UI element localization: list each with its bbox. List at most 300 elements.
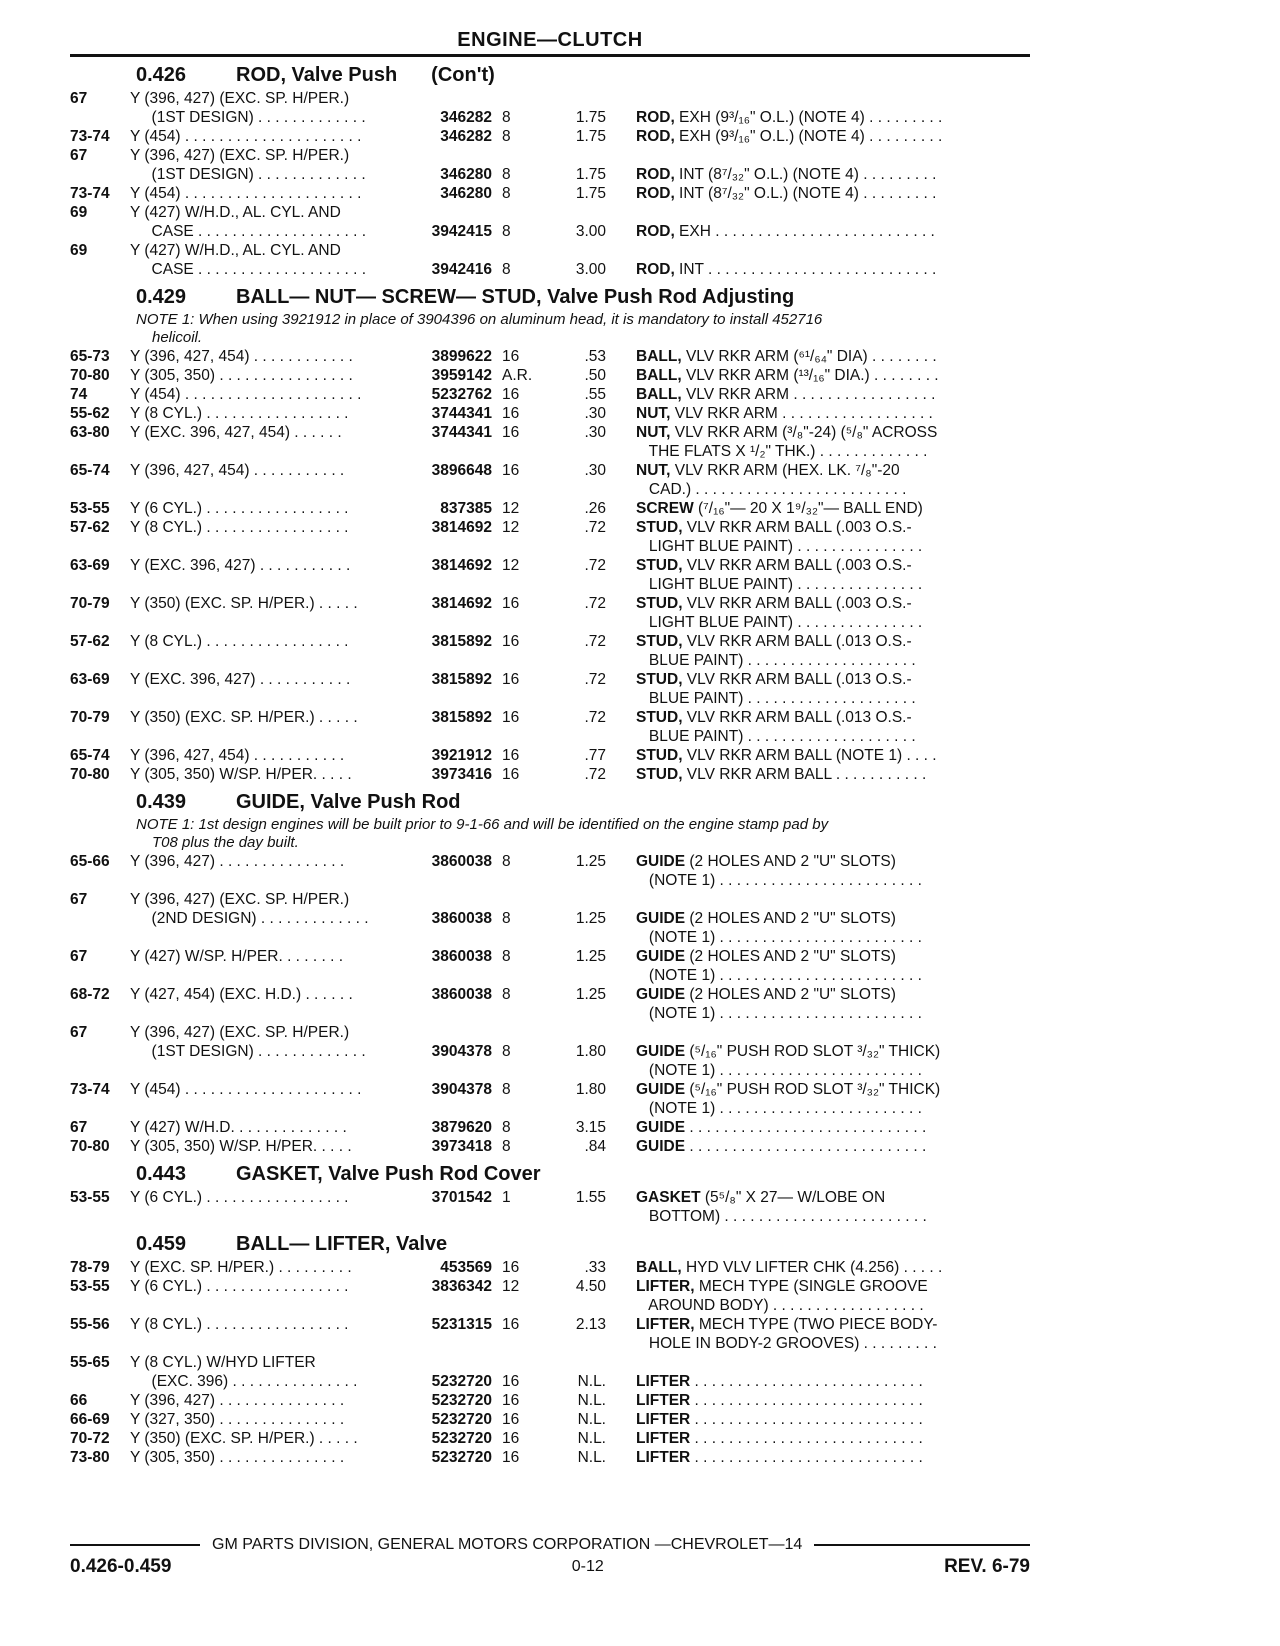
quantity: [492, 537, 546, 556]
section-title: GASKET, Valve Push Rod Cover: [236, 1163, 541, 1185]
table-row: [70, 594, 1030, 613]
price: [546, 966, 606, 985]
description-text: (NOTE 1) . . . . . . . . . . . . . . . . . . . . . . . .: [636, 1100, 922, 1117]
part-number: [416, 689, 492, 708]
description: [606, 89, 1030, 108]
price: [546, 1099, 606, 1118]
part-number: 3814692: [431, 595, 492, 612]
table-row: [70, 127, 1030, 146]
price: .26: [584, 500, 606, 517]
quantity: 16: [502, 633, 520, 650]
quantity: [492, 1296, 546, 1315]
description: [606, 1118, 1030, 1137]
part-number: 3814692: [431, 519, 492, 536]
description: [606, 985, 1030, 1004]
model-years: 73-74: [70, 128, 110, 145]
description: [606, 708, 1030, 727]
description-keyword: LIFTER: [636, 1392, 691, 1409]
model-years: 55-56: [70, 1316, 110, 1333]
price: .30: [584, 405, 606, 422]
description: [606, 1023, 1030, 1042]
description-text: CAD.) . . . . . . . . . . . . . . . . . . . . . . . . .: [636, 481, 907, 498]
model-years: 65-73: [70, 348, 110, 365]
part-number: [416, 613, 492, 632]
application: Y (396, 427, 454) . . . . . . . . . . .: [130, 747, 345, 764]
quantity: 16: [502, 1430, 520, 1447]
quantity: [492, 575, 546, 594]
price: .72: [584, 633, 606, 650]
model-years: [70, 1296, 130, 1315]
description-text: (NOTE 1) . . . . . . . . . . . . . . . . . . . . . . . .: [636, 929, 922, 946]
quantity: 16: [502, 747, 520, 764]
model-years: [70, 651, 130, 670]
section-title: ROD, Valve Push: [236, 64, 398, 86]
description-text: . . . . . . . . . . . . . . . . . . . . . . . . . . . .: [685, 1138, 927, 1155]
price: [546, 1353, 606, 1372]
part-number: [416, 1061, 492, 1080]
description: [606, 1296, 1030, 1315]
description-text: INT (8⁷/₃₂" O.L.) (NOTE 4) . . . . . . . . .: [674, 166, 937, 183]
description-text: LIGHT BLUE PAINT) . . . . . . . . . . . . . . .: [636, 576, 923, 593]
model-years: 67: [70, 1119, 88, 1136]
description: [606, 594, 1030, 613]
price: 4.50: [575, 1278, 606, 1295]
part-number: 3815892: [431, 709, 492, 726]
quantity: [492, 241, 546, 260]
application: Y (454) . . . . . . . . . . . . . . . . . . . . .: [130, 1081, 362, 1098]
section-number: 0.459: [136, 1233, 187, 1255]
model-years: [70, 966, 130, 985]
description: [606, 1137, 1030, 1156]
sections-container: [70, 61, 1030, 1467]
quantity: 8: [502, 109, 511, 126]
quantity: 16: [502, 348, 520, 365]
description-text: VLV RKR ARM BALL (.013 O.S.-: [682, 709, 912, 726]
table-row: [70, 985, 1030, 1004]
table-row: [70, 1410, 1030, 1429]
description: [606, 909, 1030, 928]
table-row: [70, 499, 1030, 518]
price: 1.75: [575, 166, 606, 183]
model-years: 67: [70, 1024, 88, 1041]
description: [606, 480, 1030, 499]
description-text: VLV RKR ARM BALL (.003 O.S.-: [682, 557, 912, 574]
quantity: [492, 966, 546, 985]
part-number: [416, 89, 492, 108]
part-number: 3879620: [431, 1119, 492, 1136]
table-row: [70, 461, 1030, 480]
quantity: 8: [502, 1138, 511, 1155]
price: .53: [584, 348, 606, 365]
table-row: [70, 203, 1030, 222]
model-years: [70, 871, 130, 890]
header-rule: [70, 54, 1030, 57]
description: [606, 1448, 1030, 1467]
table-row: [70, 947, 1030, 966]
application: [130, 442, 416, 461]
description-keyword: GUIDE: [636, 1119, 686, 1136]
table-row: [70, 222, 1030, 241]
quantity: 8: [502, 910, 511, 927]
price: N.L.: [577, 1411, 606, 1428]
description: [606, 108, 1030, 127]
description-text: BLUE PAINT) . . . . . . . . . . . . . . . . . . . .: [636, 690, 916, 707]
part-number: [416, 480, 492, 499]
model-years: [70, 537, 130, 556]
quantity: 16: [502, 1373, 520, 1390]
description: [606, 871, 1030, 890]
description: [606, 1099, 1030, 1118]
description: [606, 461, 1030, 480]
table-row: [70, 1004, 1030, 1023]
model-years: [70, 1099, 130, 1118]
quantity: 16: [502, 424, 520, 441]
part-number: 5232762: [431, 386, 492, 403]
quantity: [492, 89, 546, 108]
application: Y (454) . . . . . . . . . . . . . . . . . . . . .: [130, 185, 362, 202]
description: [606, 1004, 1030, 1023]
quantity: 16: [502, 405, 520, 422]
description: [606, 1207, 1030, 1226]
model-years: 69: [70, 242, 88, 259]
model-years: [70, 442, 130, 461]
part-number: 3973416: [431, 766, 492, 783]
table-row: [70, 670, 1030, 689]
catalog-page: [70, 28, 1030, 1467]
application: Y (8 CYL.) . . . . . . . . . . . . . . . . .: [130, 1316, 349, 1333]
price: 1.25: [575, 910, 606, 927]
application: Y (6 CYL.) . . . . . . . . . . . . . . . . .: [130, 1189, 349, 1206]
description-keyword: LIFTER: [636, 1373, 691, 1390]
description-keyword: LIFTER,: [636, 1316, 695, 1333]
table-row: [70, 108, 1030, 127]
table-row: [70, 260, 1030, 279]
application: [130, 928, 416, 947]
description-keyword: BALL,: [636, 367, 682, 384]
application: Y (EXC. 396, 427) . . . . . . . . . . .: [130, 671, 351, 688]
price: [546, 890, 606, 909]
section-header: [70, 283, 1030, 311]
part-number: 346282: [440, 128, 492, 145]
quantity: 8: [502, 166, 511, 183]
model-years: 57-62: [70, 519, 110, 536]
price: [546, 146, 606, 165]
quantity: 8: [502, 223, 511, 240]
model-years: 55-65: [70, 1354, 110, 1371]
application: [130, 613, 416, 632]
model-years: [70, 1372, 130, 1391]
quantity: 8: [502, 948, 511, 965]
model-years: 55-62: [70, 405, 110, 422]
price: .30: [584, 462, 606, 479]
application: [130, 480, 416, 499]
quantity: [492, 480, 546, 499]
model-years: [70, 575, 130, 594]
application: [130, 1004, 416, 1023]
part-number: 3899622: [431, 348, 492, 365]
quantity: 8: [502, 986, 511, 1003]
description: [606, 556, 1030, 575]
description-text: . . . . . . . . . . . . . . . . . . . . . . . . . . .: [690, 1449, 923, 1466]
application: Y (305, 350) . . . . . . . . . . . . . . .: [130, 1449, 345, 1466]
quantity: 16: [502, 766, 520, 783]
quantity: [492, 689, 546, 708]
price: .72: [584, 595, 606, 612]
application: Y (454) . . . . . . . . . . . . . . . . . . . . .: [130, 128, 362, 145]
application: [130, 537, 416, 556]
part-number: [416, 966, 492, 985]
application: Y (350) (EXC. SP. H/PER.) . . . . .: [130, 709, 358, 726]
description-text: MECH TYPE (SINGLE GROOVE: [694, 1278, 928, 1295]
model-years: 67: [70, 90, 88, 107]
quantity: [492, 928, 546, 947]
model-years: [70, 1207, 130, 1226]
description-keyword: LIFTER: [636, 1411, 691, 1428]
description-keyword: LIFTER,: [636, 1278, 695, 1295]
application: [130, 1099, 416, 1118]
description-keyword: STUD,: [636, 633, 683, 650]
section-header: [70, 1230, 1030, 1258]
section-header: [70, 61, 1030, 89]
part-number: [416, 146, 492, 165]
table-row: [70, 146, 1030, 165]
price: 1.80: [575, 1043, 606, 1060]
part-number: [416, 727, 492, 746]
application: Y (396, 427, 454) . . . . . . . . . . .: [130, 462, 345, 479]
description-text: VLV RKR ARM BALL . . . . . . . . . . .: [682, 766, 927, 783]
description: [606, 746, 1030, 765]
table-row: [70, 871, 1030, 890]
part-number: 453569: [440, 1259, 492, 1276]
description-keyword: STUD,: [636, 766, 683, 783]
price: [546, 651, 606, 670]
footer-rule-right: [814, 1544, 1030, 1546]
model-years: 70-79: [70, 709, 110, 726]
footer-publisher-line: [70, 1535, 1030, 1555]
description-text: (2 HOLES AND 2 "U" SLOTS): [685, 986, 896, 1003]
footer-range: 0.426-0.459: [70, 1556, 172, 1577]
table-row: [70, 575, 1030, 594]
quantity: [492, 890, 546, 909]
model-years: 73-74: [70, 185, 110, 202]
quantity: 16: [502, 386, 520, 403]
table-row: [70, 1296, 1030, 1315]
description-keyword: STUD,: [636, 557, 683, 574]
model-years: [70, 727, 130, 746]
description-text: VLV RKR ARM BALL (NOTE 1) . . . .: [682, 747, 937, 764]
part-number: [416, 871, 492, 890]
application: Y (327, 350) . . . . . . . . . . . . . . .: [130, 1411, 345, 1428]
table-row: [70, 1334, 1030, 1353]
model-years: [70, 613, 130, 632]
quantity: [492, 1023, 546, 1042]
table-row: [70, 852, 1030, 871]
description: [606, 1188, 1030, 1207]
model-years: [70, 222, 130, 241]
note-line-1: NOTE 1: 1st design engines will be built prior to 9-1-66 and will be identified on the engine stamp pad by: [136, 816, 829, 833]
table-row: [70, 1118, 1030, 1137]
application: Y (EXC. SP. H/PER.) . . . . . . . . .: [130, 1259, 352, 1276]
price: 1.25: [575, 986, 606, 1003]
description: [606, 1080, 1030, 1099]
description-keyword: ROD,: [636, 261, 675, 278]
price: .84: [584, 1138, 606, 1155]
model-years: 70-79: [70, 595, 110, 612]
quantity: [492, 651, 546, 670]
model-years: 67: [70, 891, 88, 908]
price: .55: [584, 386, 606, 403]
quantity: [492, 613, 546, 632]
price: [546, 203, 606, 222]
description-keyword: NUT,: [636, 424, 671, 441]
description-text: (5⁵/₈" X 27— W/LOBE ON: [700, 1189, 886, 1206]
table-row: [70, 1391, 1030, 1410]
part-number: 3836342: [431, 1278, 492, 1295]
section-number: 0.439: [136, 791, 187, 813]
application: [130, 651, 416, 670]
section-note: [70, 816, 1030, 852]
table-row: [70, 518, 1030, 537]
description-keyword: STUD,: [636, 519, 683, 536]
description-text: . . . . . . . . . . . . . . . . . . . . . . . . . . . .: [685, 1119, 927, 1136]
note-line-2: helicoil.: [152, 329, 203, 346]
price: .72: [584, 671, 606, 688]
price: 1.25: [575, 948, 606, 965]
description-keyword: GUIDE: [636, 948, 686, 965]
model-years: [70, 165, 130, 184]
description-keyword: SCREW: [636, 500, 694, 517]
model-years: [70, 1004, 130, 1023]
part-number: [416, 1004, 492, 1023]
description-keyword: GUIDE: [636, 910, 686, 927]
description-text: VLV RKR ARM BALL (.003 O.S.-: [682, 519, 912, 536]
part-number: 5232720: [431, 1411, 492, 1428]
description-keyword: BALL,: [636, 1259, 682, 1276]
description-keyword: STUD,: [636, 671, 683, 688]
price: .72: [584, 709, 606, 726]
quantity: 8: [502, 185, 511, 202]
note-line-2: T08 plus the day built.: [152, 834, 299, 851]
table-row: [70, 89, 1030, 108]
description: [606, 347, 1030, 366]
description-keyword: BALL,: [636, 386, 682, 403]
description: [606, 765, 1030, 784]
part-number: 3921912: [431, 747, 492, 764]
model-years: 63-69: [70, 671, 110, 688]
application: Y (396, 427) . . . . . . . . . . . . . . .: [130, 853, 345, 870]
application: [130, 871, 416, 890]
model-years: 70-72: [70, 1430, 110, 1447]
description-text: (⁷/₁₆"— 20 X 1⁹/₃₂"— BALL END): [693, 500, 923, 517]
price: 3.15: [575, 1119, 606, 1136]
description: [606, 890, 1030, 909]
part-number: [416, 537, 492, 556]
description: [606, 499, 1030, 518]
application: Y (350) (EXC. SP. H/PER.) . . . . .: [130, 595, 358, 612]
price: [546, 1004, 606, 1023]
price: 3.00: [575, 261, 606, 278]
table-row: [70, 556, 1030, 575]
part-number: 5231315: [431, 1316, 492, 1333]
part-number: 3815892: [431, 633, 492, 650]
application: [130, 1061, 416, 1080]
model-years: 63-80: [70, 424, 110, 441]
table-row: [70, 423, 1030, 442]
description-text: (NOTE 1) . . . . . . . . . . . . . . . . . . . . . . . .: [636, 1062, 922, 1079]
price: [546, 689, 606, 708]
price: [546, 871, 606, 890]
description-text: THE FLATS X ¹/₂" THK.) . . . . . . . . . . . . .: [636, 443, 928, 460]
price: N.L.: [577, 1449, 606, 1466]
quantity: A.R.: [502, 367, 533, 384]
quantity: 1: [502, 1189, 511, 1206]
description: [606, 1315, 1030, 1334]
section-number: 0.426: [136, 64, 187, 86]
quantity: 8: [502, 261, 511, 278]
quantity: [492, 442, 546, 461]
description: [606, 366, 1030, 385]
part-number: [416, 1334, 492, 1353]
table-row: [70, 1188, 1030, 1207]
model-years: 65-66: [70, 853, 110, 870]
description-keyword: GUIDE: [636, 853, 686, 870]
description-keyword: STUD,: [636, 595, 683, 612]
quantity: [492, 203, 546, 222]
price: .72: [584, 519, 606, 536]
price: [546, 613, 606, 632]
application: CASE . . . . . . . . . . . . . . . . . . . .: [130, 261, 366, 278]
description: [606, 1353, 1030, 1372]
table-row: [70, 1429, 1030, 1448]
description: [606, 689, 1030, 708]
footer-revision: REV. 6-79: [944, 1556, 1030, 1577]
description: [606, 241, 1030, 260]
description: [606, 537, 1030, 556]
table-row: [70, 1023, 1030, 1042]
model-years: 66-69: [70, 1411, 110, 1428]
model-years: [70, 1042, 130, 1061]
quantity: [492, 727, 546, 746]
part-number: 3942415: [431, 223, 492, 240]
table-row: [70, 1277, 1030, 1296]
description-text: MECH TYPE (TWO PIECE BODY-: [694, 1316, 938, 1333]
section-continued: (Con't): [431, 64, 495, 86]
description-keyword: STUD,: [636, 747, 683, 764]
price: .72: [584, 766, 606, 783]
table-row: [70, 727, 1030, 746]
model-years: 69: [70, 204, 88, 221]
price: .50: [584, 367, 606, 384]
section-note: [70, 311, 1030, 347]
table-row: [70, 1448, 1030, 1467]
description-text: VLV RKR ARM (HEX. LK. ⁷/₈"-20: [670, 462, 900, 479]
quantity: 12: [502, 519, 520, 536]
application: Y (396, 427, 454) . . . . . . . . . . . .: [130, 348, 353, 365]
table-row: [70, 765, 1030, 784]
page-title: ENGINE—CLUTCH: [457, 29, 643, 51]
quantity: 8: [502, 853, 511, 870]
model-years: 53-55: [70, 1278, 110, 1295]
model-years: [70, 1061, 130, 1080]
application: Y (8 CYL.) W/HYD LIFTER: [130, 1354, 316, 1371]
application: [130, 727, 416, 746]
part-number: 5232720: [431, 1373, 492, 1390]
description: [606, 1277, 1030, 1296]
description-text: VLV RKR ARM . . . . . . . . . . . . . . . . .: [681, 386, 936, 403]
description: [606, 1061, 1030, 1080]
table-row: [70, 347, 1030, 366]
description-text: LIGHT BLUE PAINT) . . . . . . . . . . . . . . .: [636, 538, 923, 555]
